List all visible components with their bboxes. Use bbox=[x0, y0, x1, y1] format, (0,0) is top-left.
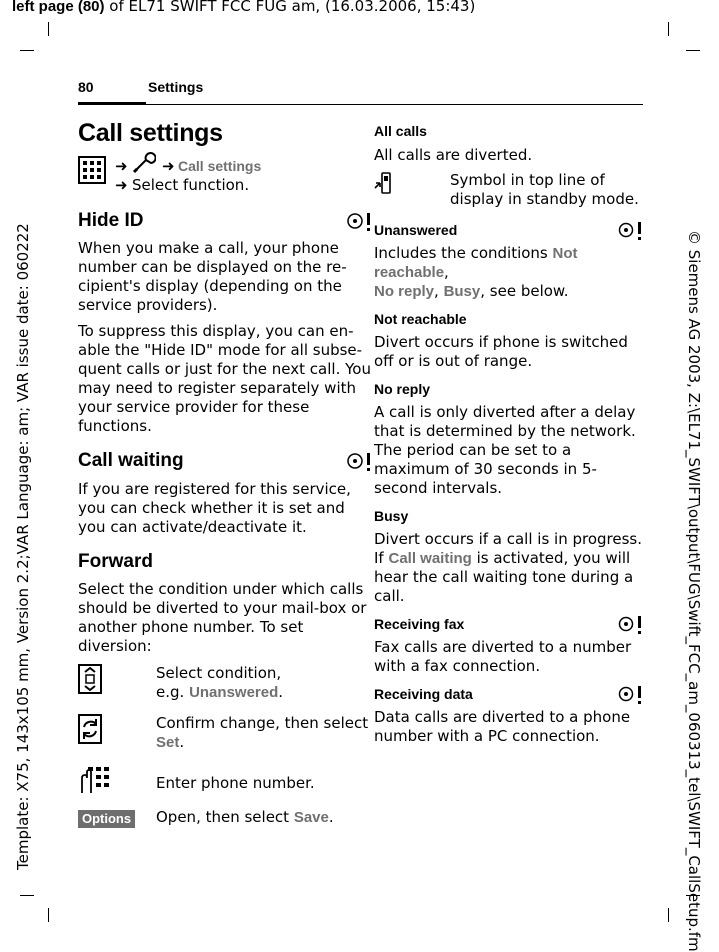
step-tail: . bbox=[328, 808, 334, 826]
menu-path-instruction: Select function. bbox=[132, 176, 250, 194]
not-reachable-paragraph: Divert occurs if phone is switched off or is out of range. bbox=[374, 333, 628, 370]
step-text: Open, then select bbox=[156, 808, 294, 826]
step-highlight: Set bbox=[156, 734, 180, 751]
network-service-icon bbox=[344, 452, 374, 472]
copyright-text: © Siemens AG 2003, Z:\EL71_SWIFT\output\FUG\Swift_FCC_am_060313_tel\SWIFT_CallSetup.fm bbox=[685, 230, 703, 952]
print-job-header bbox=[12, 0, 475, 15]
step-highlight: Unanswered bbox=[189, 684, 279, 701]
step-tail: . bbox=[278, 683, 284, 701]
symbol-row bbox=[374, 171, 644, 209]
crop-mark bbox=[48, 22, 49, 36]
network-service-icon bbox=[616, 615, 644, 635]
network-service-icon bbox=[344, 212, 374, 232]
copyright-sidebar bbox=[683, 230, 705, 952]
template-info-text: Template: X75, 143x105 mm, Version 2.2;VAR Language: am; VAR issue date: 060222 bbox=[14, 223, 32, 870]
network-service-icon bbox=[616, 221, 644, 241]
crop-mark bbox=[20, 895, 34, 896]
forward-step-text bbox=[156, 664, 374, 702]
left-column bbox=[78, 118, 374, 828]
crop-mark bbox=[686, 50, 700, 51]
template-info-sidebar bbox=[12, 30, 34, 870]
forward-step-text bbox=[156, 808, 374, 827]
text-run: , bbox=[434, 282, 444, 300]
scroll-icon bbox=[78, 664, 102, 694]
step-text: Enter phone number. bbox=[156, 774, 315, 792]
menu-path bbox=[78, 154, 374, 198]
step-text: Select condition, bbox=[156, 664, 282, 682]
call-waiting-paragraph: If you are registered for this service, you can check whether it is set and you can activate/deactivate it. bbox=[78, 480, 351, 536]
call-waiting-heading-text: Call waiting bbox=[78, 450, 184, 471]
all-calls-paragraph: All calls are diverted. bbox=[374, 146, 533, 164]
section-title: Settings bbox=[148, 79, 204, 95]
step-highlight: Save bbox=[293, 809, 329, 826]
arrow-right-icon: ➜ bbox=[162, 157, 175, 175]
text-run: If bbox=[374, 549, 389, 567]
wrench-icon bbox=[132, 152, 156, 174]
change-icon bbox=[78, 714, 102, 744]
crop-mark bbox=[668, 22, 669, 36]
text-run: is activated, you will hear the call waiting tone during a call. bbox=[374, 549, 634, 605]
symbol-description: Symbol in top line of display in standby mode. bbox=[450, 171, 639, 208]
receiving-fax-paragraph: Fax calls are diverted to a number with a fax connection. bbox=[374, 638, 632, 675]
keypad-icon bbox=[78, 766, 112, 794]
forward-heading: Forward bbox=[78, 551, 153, 572]
step-text: Confirm change, then select bbox=[156, 714, 369, 732]
hide-id-heading-text: Hide ID bbox=[78, 210, 144, 231]
right-column bbox=[374, 122, 644, 746]
forward-step-text bbox=[156, 714, 374, 752]
text-run: Includes the conditions bbox=[374, 244, 553, 262]
not-reachable-heading: Not reachable bbox=[374, 311, 467, 327]
receiving-data-heading bbox=[374, 685, 644, 703]
busy-paragraph bbox=[374, 530, 644, 606]
receiving-fax-heading-text: Receiving fax bbox=[374, 616, 465, 632]
forward-step bbox=[78, 714, 374, 752]
crop-mark bbox=[48, 908, 49, 922]
call-waiting-heading bbox=[78, 450, 374, 472]
highlight-term: Not reachable bbox=[374, 245, 578, 281]
arrow-right-icon: ➜ bbox=[115, 176, 128, 194]
step-tail: . bbox=[179, 733, 185, 751]
header-rule bbox=[146, 104, 643, 105]
highlight-term: Busy bbox=[443, 283, 481, 300]
diversion-symbol-icon bbox=[374, 171, 394, 195]
forward-step bbox=[78, 766, 374, 798]
crop-mark bbox=[668, 908, 669, 922]
network-service-icon bbox=[616, 685, 644, 705]
text-run: Divert occurs if a call is in progress. bbox=[374, 530, 643, 548]
hide-id-paragraph: To suppress this display, you can en-able the "Hide ID" mode for all subse-quent calls or just for the next call. You may need to register separately with your service provider for these functions. bbox=[78, 322, 371, 435]
page-number: 80 bbox=[78, 79, 94, 95]
page-title: Call settings bbox=[78, 119, 223, 147]
forward-paragraph: Select the condition under which calls should be diverted to your mail-box or another phone number. To set diversion: bbox=[78, 580, 367, 655]
receiving-data-heading-text: Receiving data bbox=[374, 686, 473, 702]
no-reply-paragraph: A call is only diverted after a delay that is determined by the network. The period can be set to a maximum of 30 seconds in 5-second intervals. bbox=[374, 403, 636, 497]
forward-step bbox=[78, 664, 374, 702]
forward-step-text bbox=[156, 766, 374, 793]
hide-id-paragraph: When you make a call, your phone number can be displayed on the re-cipient's display (depending on the service providers). bbox=[78, 239, 347, 314]
highlight-term: No reply bbox=[374, 283, 435, 300]
unanswered-heading-text: Unanswered bbox=[374, 222, 458, 238]
arrow-right-icon: ➜ bbox=[115, 157, 128, 175]
print-page-label: left page (80) bbox=[12, 0, 105, 15]
menu-icon bbox=[78, 156, 106, 184]
no-reply-heading: No reply bbox=[374, 381, 431, 397]
header-rule-thick bbox=[78, 102, 146, 105]
busy-heading: Busy bbox=[374, 508, 409, 524]
receiving-data-paragraph: Data calls are diverted to a phone number with a PC connection. bbox=[374, 708, 631, 745]
text-run: , see below. bbox=[480, 282, 569, 300]
unanswered-paragraph bbox=[374, 244, 644, 301]
options-softkey[interactable]: Options bbox=[78, 810, 135, 828]
print-job-info: of EL71 SWIFT FCC FUG am, (16.03.2006, 15:43) bbox=[104, 0, 476, 15]
menu-path-item: Call settings bbox=[178, 158, 262, 174]
receiving-fax-heading bbox=[374, 615, 644, 633]
forward-step bbox=[78, 808, 374, 828]
text-run: , bbox=[444, 263, 449, 281]
step-text: e.g. bbox=[156, 683, 190, 701]
hide-id-heading bbox=[78, 210, 374, 232]
highlight-term: Call waiting bbox=[388, 550, 472, 567]
unanswered-heading bbox=[374, 221, 644, 239]
all-calls-heading: All calls bbox=[374, 123, 427, 139]
